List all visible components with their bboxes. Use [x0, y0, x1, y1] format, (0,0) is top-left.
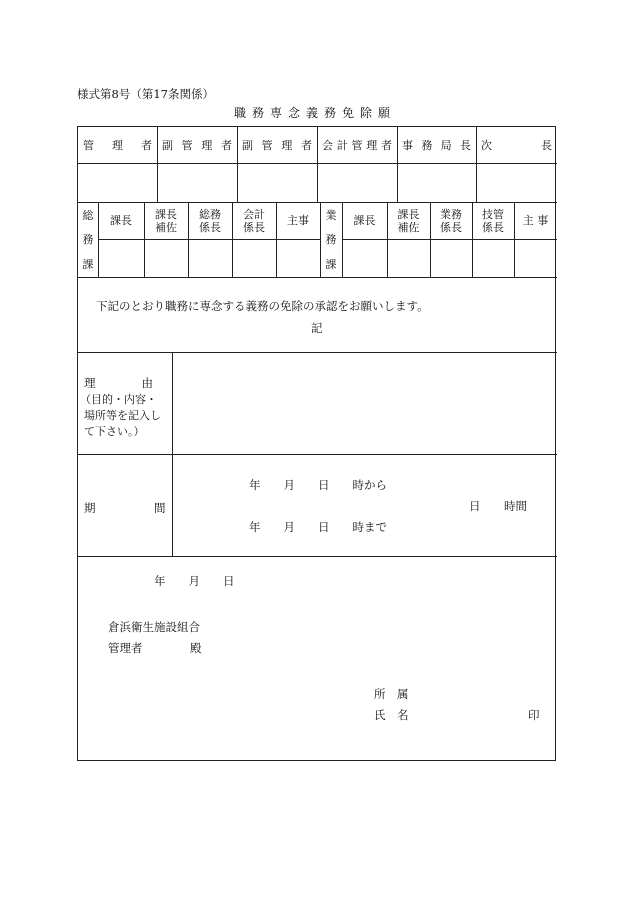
dept-label-char: 総 [82, 208, 94, 222]
name-field[interactable] [418, 704, 518, 722]
approver-header-char: 副 [242, 138, 253, 152]
role-label: 係長 [199, 220, 221, 234]
role-label: 業務 [440, 207, 462, 221]
role-cell [342, 202, 387, 239]
submission-date[interactable]: 年 月 日 [154, 574, 235, 588]
approver-header [78, 127, 157, 163]
role-label: 主事 [287, 214, 309, 227]
reason-note: て下さい。） [84, 425, 145, 438]
seal-mark: 印 [528, 708, 540, 722]
role-label: 会計 [243, 207, 265, 221]
addressee: 管理者 [108, 641, 143, 655]
role-cell [430, 202, 472, 239]
dept-label-business [320, 203, 342, 277]
row-divider [98, 239, 320, 240]
role-label: 係長 [243, 220, 265, 234]
approver-header-char: 者 [141, 138, 152, 152]
dept-label-char: 務 [325, 233, 337, 247]
reason-note: 場所等を記入し [84, 409, 161, 422]
role-cell [472, 202, 514, 239]
approver-header-char: 会 [322, 138, 333, 152]
approver-header-char: 者 [381, 138, 392, 152]
reason-label: 理 由 [84, 376, 153, 390]
reason-field[interactable] [173, 353, 556, 454]
dept-label-char: 課 [82, 258, 94, 272]
approver-header-char: 管 [83, 138, 94, 152]
approver-header-char: 理 [201, 138, 213, 152]
role-label: 課長 [397, 207, 420, 221]
approver-header-char: 長 [459, 138, 471, 152]
addressee-honorific: 殿 [190, 641, 202, 655]
role-label: 補佐 [155, 220, 177, 234]
form-title: 職務専念義務免除願 [233, 106, 396, 120]
approver-header [157, 127, 237, 163]
row-divider [78, 556, 557, 557]
role-cell [276, 202, 320, 239]
approver-stamp-box[interactable] [157, 163, 237, 202]
approver-header-char: 計 [336, 138, 348, 152]
approver-header-char: 理 [366, 138, 378, 152]
ki-label: 記 [311, 321, 323, 335]
approver-stamp-box[interactable] [237, 163, 317, 202]
approver-header-char: 次 [481, 138, 492, 152]
form-id: 様式第8号（第17条関係） [77, 87, 214, 101]
affiliation-field[interactable] [418, 683, 518, 701]
period-label: 間 [154, 501, 166, 515]
role-cell [232, 202, 276, 239]
name-label: 氏 名 [374, 708, 409, 722]
approver-header [397, 127, 476, 163]
approver-header [476, 127, 557, 163]
approver-header-char: 局 [440, 138, 452, 152]
approver-header-char: 者 [300, 138, 312, 152]
dept-label-char: 業 [325, 208, 337, 222]
period-hours[interactable]: 時間 [504, 499, 527, 513]
affiliation-label: 所 属 [374, 687, 409, 701]
role-label: 補佐 [397, 220, 420, 234]
role-label: 課長 [110, 214, 132, 227]
role-cell [98, 202, 144, 239]
row-divider [78, 277, 557, 278]
dept-label-general-affairs [78, 203, 98, 277]
role-label: 技管 [482, 207, 504, 221]
approver-stamp-box[interactable] [78, 163, 157, 202]
role-label: 係長 [482, 220, 504, 234]
period-to[interactable]: 年 月 日 時まで [249, 520, 387, 534]
role-label: 課長 [353, 214, 376, 227]
approver-stamp-box[interactable] [476, 163, 557, 202]
approver-header-char: 副 [162, 138, 173, 152]
approver-header-char: 管 [351, 138, 363, 152]
approver-header-char: 事 [402, 138, 413, 152]
approver-header-char: 理 [281, 138, 293, 152]
role-cell [387, 202, 430, 239]
approver-header-char: 管 [261, 138, 273, 152]
approver-header-char: 長 [541, 138, 552, 152]
approver-header-char: 理 [112, 138, 123, 152]
approver-header [317, 127, 397, 163]
dept-label-char: 務 [82, 233, 94, 247]
organization-name: 倉浜衛生施設組合 [108, 620, 200, 634]
reason-note: （目的・内容・ [80, 393, 157, 406]
period-days[interactable]: 日 [469, 499, 481, 513]
approver-header-char: 管 [181, 138, 193, 152]
request-text: 下記のとおり職務に専念する義務の免除の承認をお願いします。 [96, 299, 429, 313]
role-cell [144, 202, 188, 239]
approver-header-char: 者 [220, 138, 232, 152]
row-divider [78, 454, 557, 455]
role-label: 総務 [199, 207, 221, 221]
role-label: 係長 [440, 220, 462, 234]
approver-stamp-box[interactable] [397, 163, 476, 202]
approver-header-char: 務 [421, 138, 433, 152]
role-cell [514, 202, 557, 239]
role-label: 主 事 [522, 214, 549, 227]
role-cell [188, 202, 232, 239]
period-label: 期 [84, 501, 96, 515]
dept-label-char: 課 [325, 258, 337, 272]
approver-stamp-box[interactable] [317, 163, 397, 202]
application-form [77, 126, 556, 761]
period-from[interactable]: 年 月 日 時から [249, 478, 387, 492]
role-label: 課長 [155, 207, 177, 221]
approver-header [237, 127, 317, 163]
row-divider [342, 239, 557, 240]
